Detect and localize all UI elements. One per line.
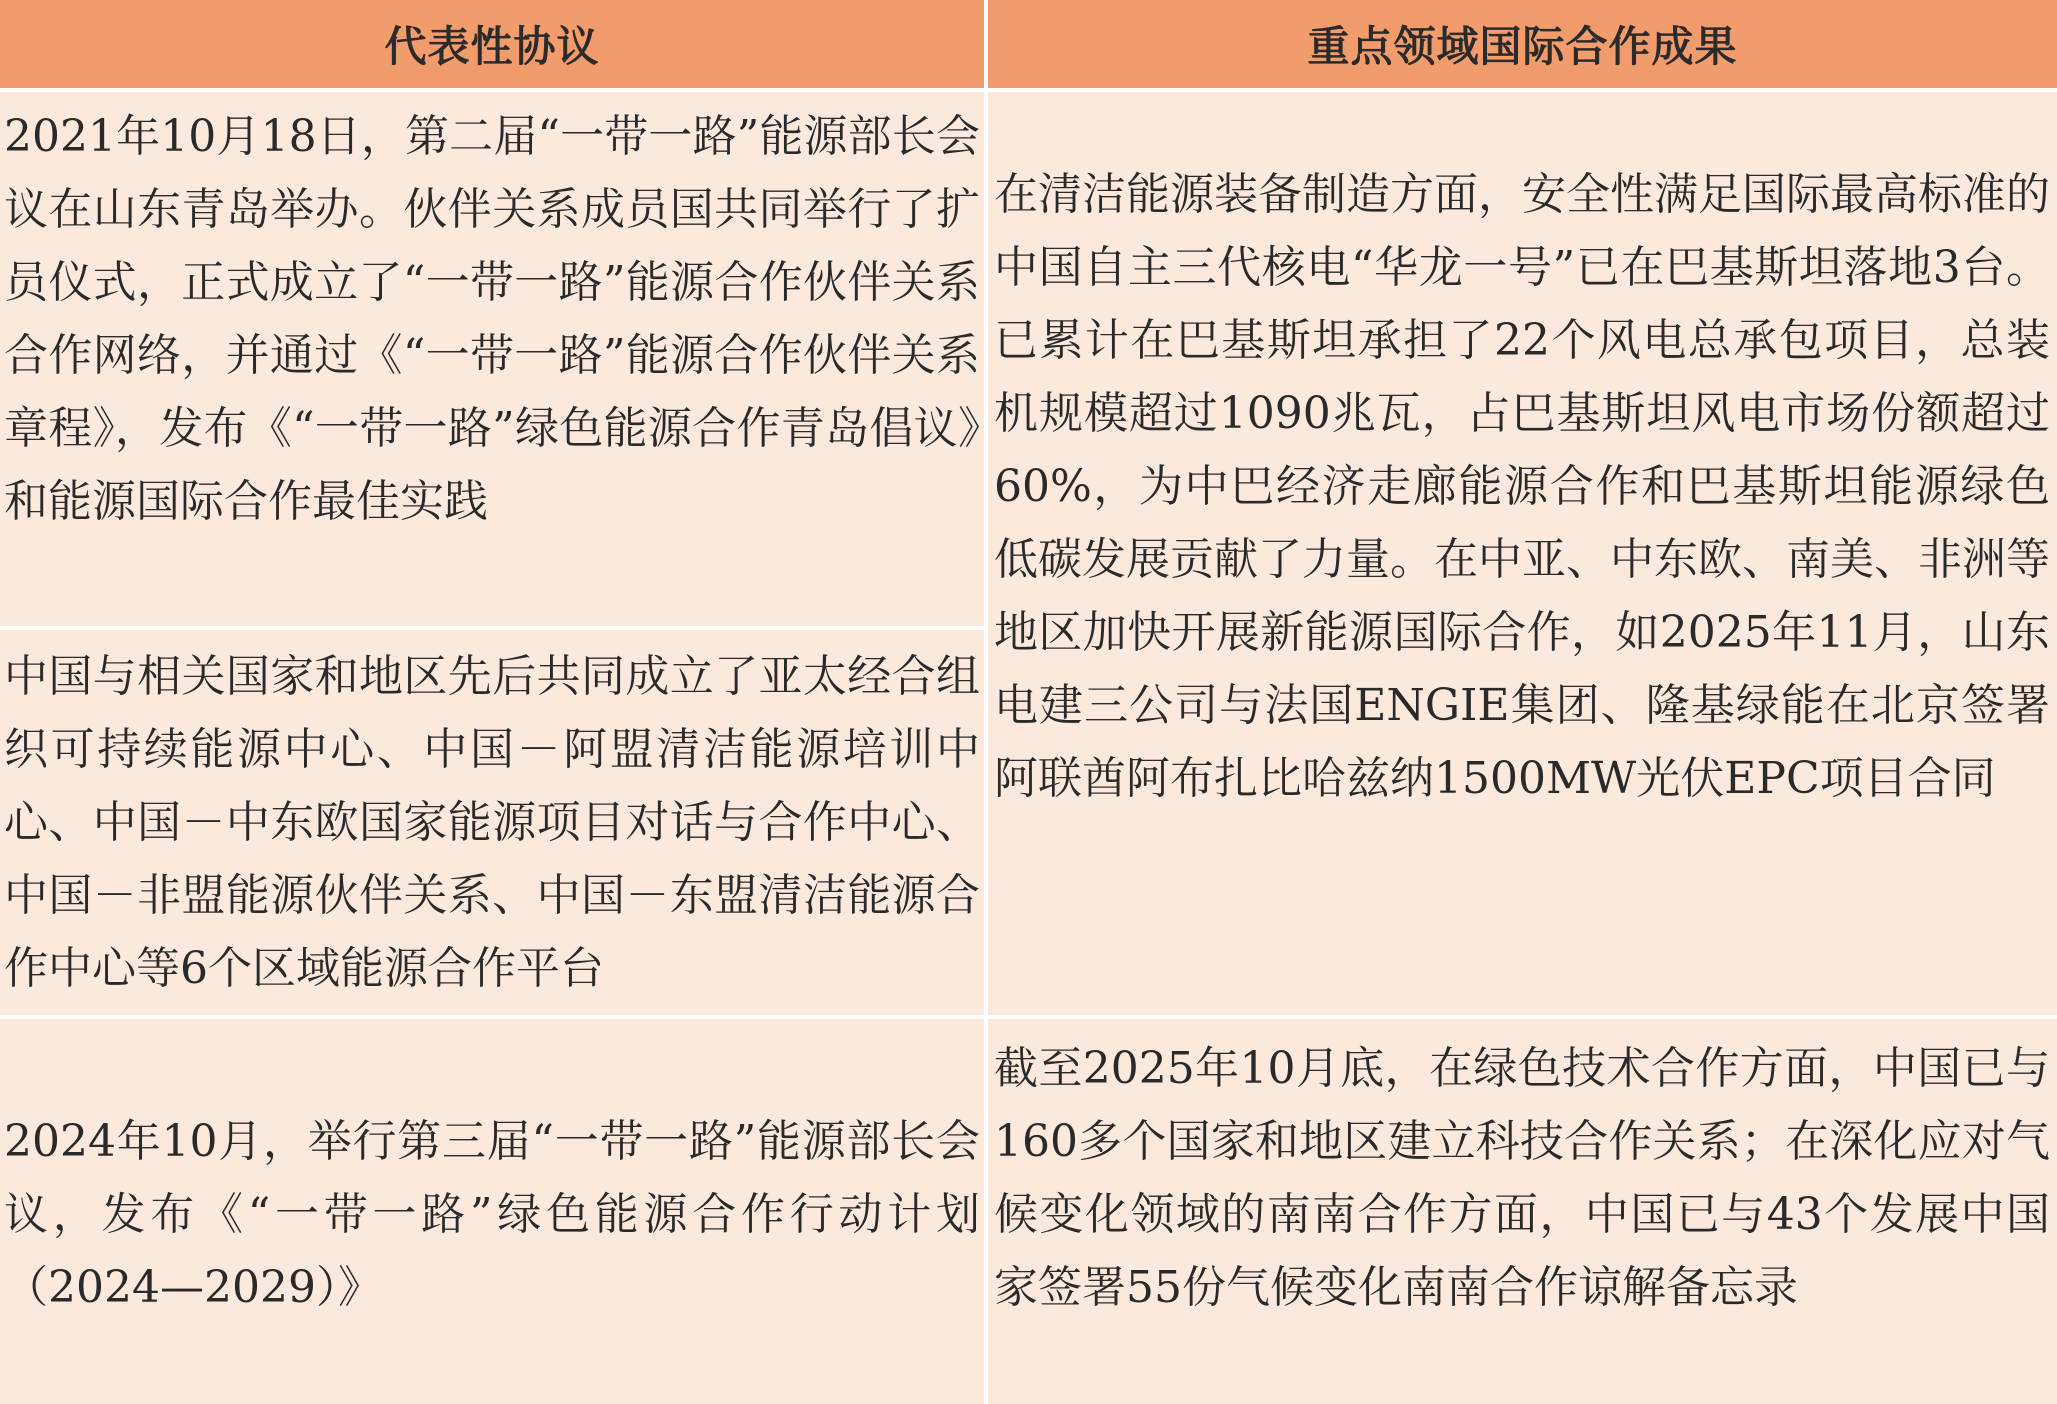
header-agreements: 代表性协议 <box>0 0 984 88</box>
row-divider-1 <box>0 626 984 630</box>
agreement-cell-2: 中国与相关国家和地区先后共同成立了亚太经合组织可持续能源中心、中国－阿盟清洁能源培训中心、中国－中东欧国家能源项目对话与合作中心、中国－非盟能源伙伴关系、中国－东盟清洁能源合作中心等6个区域能源合作平台 <box>4 651 980 994</box>
header-divider <box>0 88 2057 92</box>
achievement-cell-1: 在清洁能源装备制造方面，安全性满足国际最高标准的中国自主三代核电“华龙一号”已在巴基斯坦落地3台。已累计在巴基斯坦承担了22个风电总承包项目，总装机规模超过1090兆瓦，占巴基斯坦风电市场份额超过60%，为中巴经济走廊能源合作和巴基斯坦能源绿色低碳发展贡献了力量。在中亚、中东欧、南美、非洲等地区加快开展新能源国际合作，如2025年11月，山东电建三公司与法国ENGIE集团、隆基绿能在北京签署阿联酋阿布扎比哈兹纳1500MW光伏EPC项目合同 <box>994 169 2050 804</box>
agreement-cell-3: 2024年10月，举行第三届“一带一路”能源部长会议，发布《“一带一路”绿色能源合作行动计划（2024—2029）》 <box>4 1116 980 1313</box>
column-divider <box>984 0 988 1404</box>
achievement-cell-2: 截至2025年10月底，在绿色技术合作方面，中国已与160多个国家和地区建立科技合作关系；在深化应对气候变化领域的南南合作方面，中国已与43个发展中国家签署55份气候变化南南合作谅解备忘录 <box>994 1043 2050 1313</box>
row-divider-2 <box>0 1015 2057 1019</box>
header-achievements: 重点领域国际合作成果 <box>988 0 2057 88</box>
agreement-cell-1: 2021年10月18日，第二届“一带一路”能源部长会议在山东青岛举办。伙伴关系成员国共同举行了扩员仪式，正式成立了“一带一路”能源合作伙伴关系合作网络，并通过《“一带一路”能源合作伙伴关系章程》，发布《“一带一路”绿色能源合作青岛倡议》和能源国际合作最佳实践 <box>4 111 980 527</box>
